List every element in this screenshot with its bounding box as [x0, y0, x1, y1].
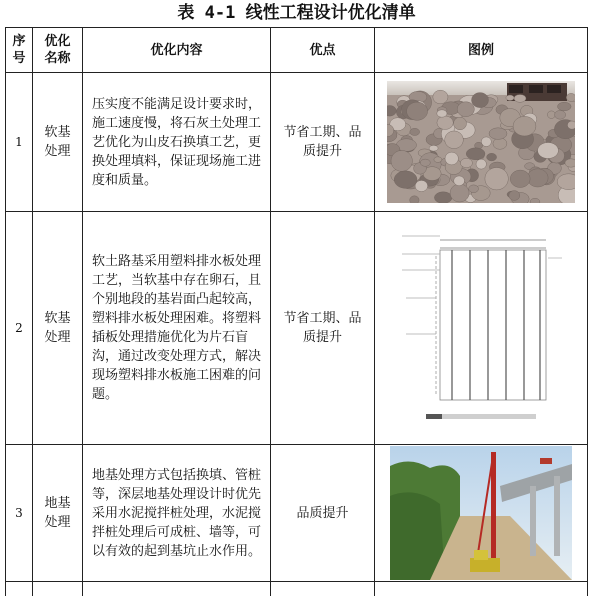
row-name: 软基处理 — [33, 212, 83, 445]
stone-texture — [407, 102, 428, 120]
stone-texture — [445, 152, 458, 165]
stone-texture — [489, 128, 507, 140]
stone-texture — [547, 111, 555, 119]
row-index: 1 — [6, 73, 33, 212]
table-title: 表 4-1 线性工程设计优化清单 — [0, 0, 593, 26]
stone-texture — [566, 93, 575, 101]
row-content: 压实度不能满足设计要求时，施工速度慢，将石灰土处理工艺优化为山皮石换填工艺，更换处理填料，保证现场施工进度和质量。 — [83, 73, 271, 212]
stone-texture — [445, 131, 464, 149]
stone-texture — [454, 176, 465, 186]
stone-texture — [565, 159, 575, 167]
stone-texture — [437, 116, 453, 130]
stone-texture — [434, 157, 442, 163]
stone-texture — [538, 143, 559, 159]
stone-texture — [410, 196, 419, 203]
row-index: 2 — [6, 212, 33, 445]
stone-texture — [527, 169, 548, 187]
row-name: 地基处理 — [33, 445, 83, 582]
row-advantage: 节省工期、品质提升 — [271, 212, 375, 445]
stone-texture — [558, 102, 572, 111]
stone-texture — [493, 138, 507, 149]
stone-texture — [394, 171, 417, 188]
stone-texture — [457, 102, 474, 117]
header-advantage: 优点 — [271, 28, 375, 73]
stone-texture — [476, 159, 486, 169]
table-row — [6, 445, 588, 582]
row-advantage: 节省工期、品质提升 — [271, 73, 375, 212]
stone-texture — [469, 185, 479, 193]
stone-texture — [555, 110, 566, 119]
stone-texture — [510, 170, 530, 187]
header-figure: 图例 — [375, 28, 588, 73]
table-row — [6, 73, 588, 212]
stone-texture — [487, 153, 497, 161]
header-content: 优化内容 — [83, 28, 271, 73]
stone-texture — [437, 110, 447, 117]
stone-texture — [391, 150, 412, 171]
row-figure — [375, 445, 588, 582]
crushed-stone-photo — [387, 81, 575, 203]
stone-texture — [450, 184, 469, 202]
stone-texture — [420, 159, 430, 166]
stone-texture — [466, 148, 485, 160]
table-row — [6, 212, 588, 445]
row-name: 软基处理 — [33, 73, 83, 212]
stone-texture — [454, 117, 467, 130]
row-figure — [375, 212, 588, 445]
stone-texture — [433, 90, 448, 104]
stone-texture — [415, 180, 428, 191]
stone-texture — [429, 145, 438, 151]
blind-drain-diagram — [396, 226, 566, 431]
header-index: 序 号 — [6, 28, 33, 73]
stone-texture — [460, 158, 472, 167]
stone-texture — [485, 168, 508, 190]
row-content: 软土路基采用塑料排水板处理工艺，当软基中存在卵石，且个别地段的基岩面凸起较高，塑料排水板处理困难。将塑料插板处理措施优化为片石盲沟，通过改变处理方式，解决现场塑料排水板施工困难的问题。 — [83, 212, 271, 445]
stone-texture — [506, 95, 514, 101]
row-index: 3 — [6, 445, 33, 582]
pile-rig-photo — [390, 446, 572, 580]
stone-texture — [410, 128, 420, 135]
stone-texture — [567, 121, 575, 129]
header-name: 优化 名称 — [33, 28, 83, 73]
table-row-partial — [6, 582, 588, 596]
stone-texture — [472, 93, 489, 108]
stone-texture — [513, 116, 536, 136]
row-advantage: 品质提升 — [271, 445, 375, 582]
optimization-table — [5, 27, 588, 596]
row-figure — [375, 73, 588, 212]
stone-texture — [514, 95, 526, 103]
stone-texture — [481, 137, 491, 147]
stone-texture — [434, 192, 452, 203]
row-content: 地基处理方式包括换填、管桩等，深层地基处理设计时优先采用水泥搅拌桩处理，水泥搅拌桩处理后可成桩、墙等，可以有效的起到基坑止水作用。 — [83, 445, 271, 582]
header-row — [6, 28, 588, 73]
stone-texture — [509, 191, 520, 201]
